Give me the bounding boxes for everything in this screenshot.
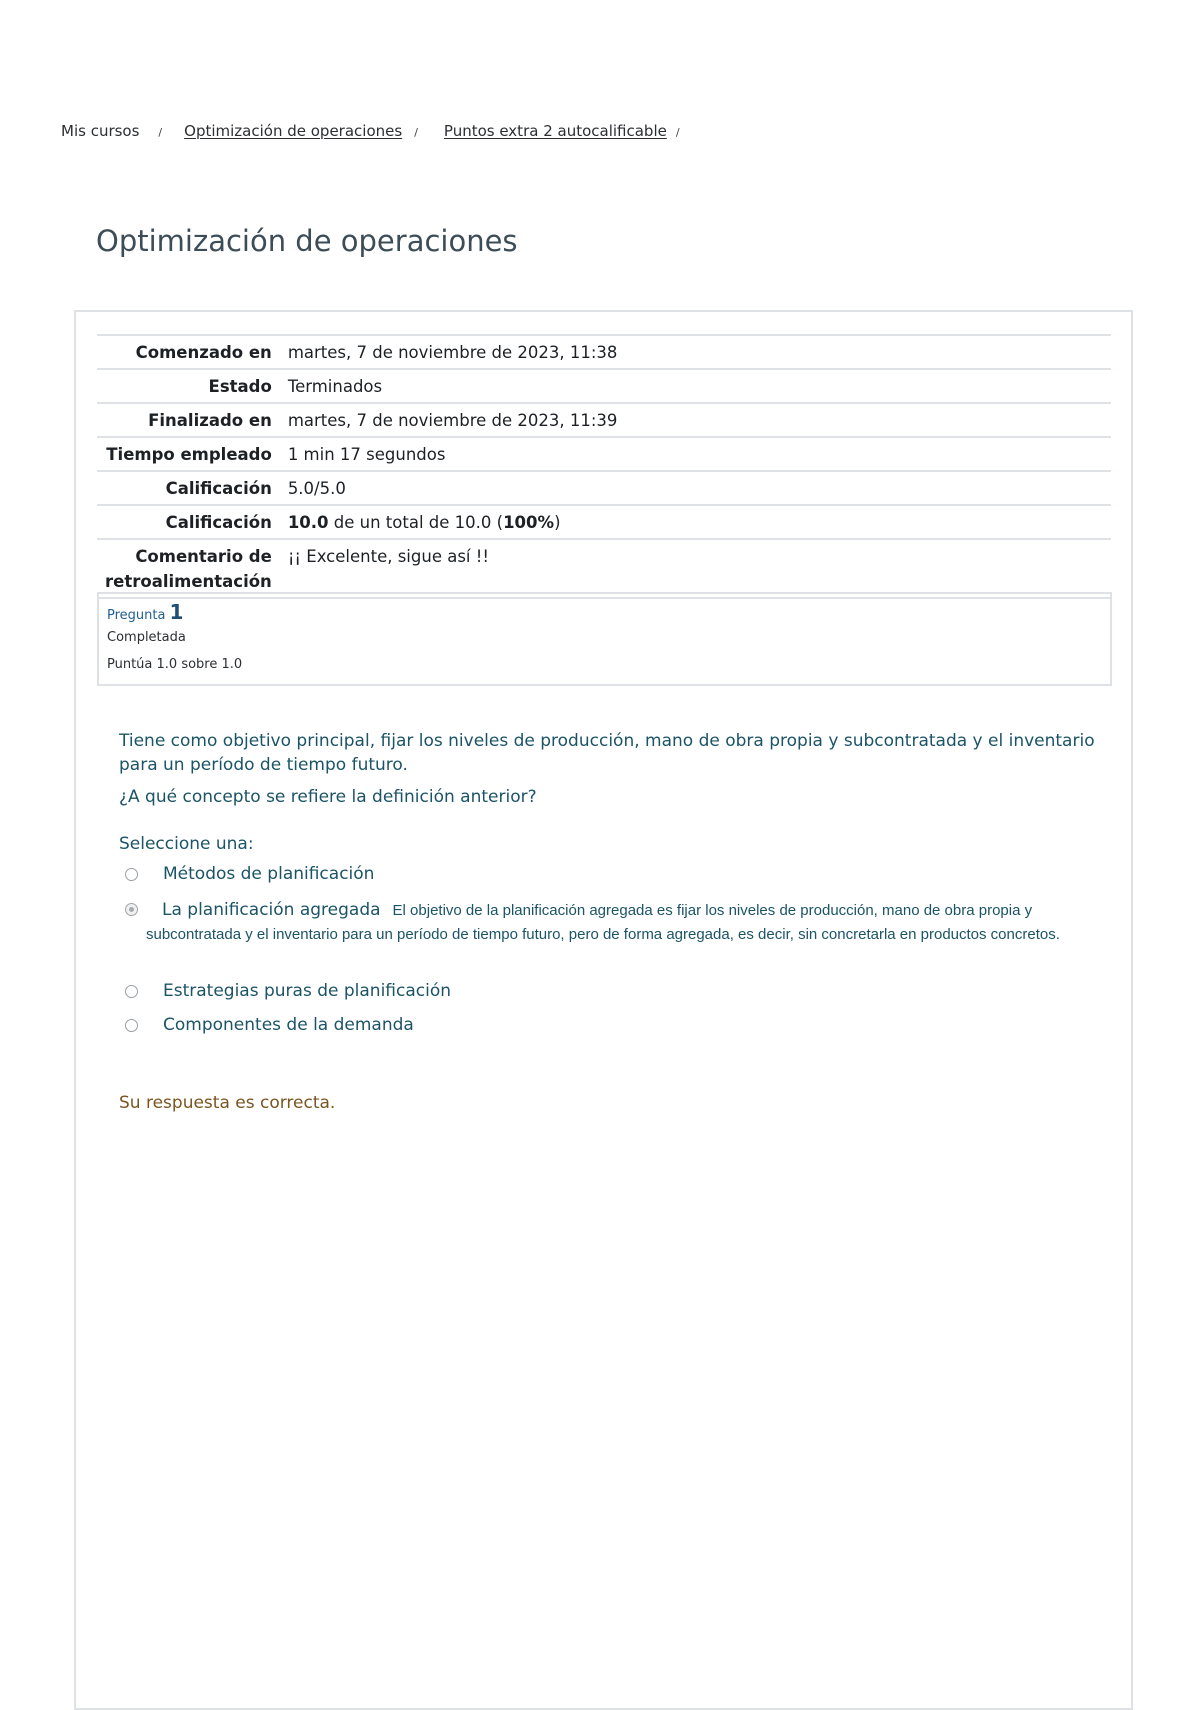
answer-option-label: Estrategias puras de planificación bbox=[163, 981, 452, 1001]
attempt-summary-table bbox=[97, 334, 1111, 599]
question-state: Completada bbox=[107, 630, 186, 645]
summary-value bbox=[280, 505, 1111, 539]
summary-row bbox=[97, 539, 1111, 598]
summary-row bbox=[97, 471, 1111, 505]
summary-value: martes, 7 de noviembre de 2023, 11:38 bbox=[280, 335, 1111, 369]
grade-points: 10.0 bbox=[287, 513, 329, 532]
summary-label: Calificación bbox=[97, 505, 280, 539]
answer-option-label: La planificación agregada bbox=[162, 900, 381, 920]
question-grade: Puntúa 1.0 sobre 1.0 bbox=[107, 657, 243, 672]
breadcrumb bbox=[61, 122, 680, 140]
summary-value: 5.0/5.0 bbox=[280, 471, 1111, 505]
answer-option-label: Componentes de la demanda bbox=[163, 1015, 414, 1035]
select-one-label: Seleccione una: bbox=[119, 834, 254, 854]
summary-label: Tiempo empleado bbox=[97, 437, 280, 471]
question-info-box bbox=[97, 592, 1112, 686]
breadcrumb-mis-cursos[interactable]: Mis cursos bbox=[61, 122, 140, 140]
question-text: Tiene como objetivo principal, fijar los niveles de producción, mano de obra propia y subcontratada y el inventario para un período de tiempo futuro. bbox=[119, 731, 1095, 775]
summary-value: martes, 7 de noviembre de 2023, 11:39 bbox=[280, 403, 1111, 437]
radio-unchecked-icon[interactable] bbox=[125, 985, 138, 998]
question-text-block bbox=[119, 729, 1104, 809]
summary-row bbox=[97, 505, 1111, 539]
breadcrumb-separator: / bbox=[675, 126, 680, 139]
summary-label: Finalizado en bbox=[97, 403, 280, 437]
breadcrumb-separator: / bbox=[158, 126, 163, 139]
summary-label: Estado bbox=[97, 369, 280, 403]
page-title: Optimización de operaciones bbox=[96, 224, 518, 258]
question-number bbox=[107, 600, 1102, 626]
summary-label: Comenzado en bbox=[97, 335, 280, 369]
summary-value: 1 min 17 segundos bbox=[280, 437, 1111, 471]
summary-value: Terminados bbox=[280, 369, 1111, 403]
summary-row bbox=[97, 369, 1111, 403]
answer-option-label: Métodos de planificación bbox=[163, 864, 375, 884]
grade-percent: 100% bbox=[503, 513, 555, 532]
answer-option[interactable] bbox=[125, 862, 1085, 886]
answer-option[interactable] bbox=[125, 1013, 1085, 1037]
summary-row bbox=[97, 403, 1111, 437]
summary-row bbox=[97, 437, 1111, 471]
question-number-value: 1 bbox=[169, 600, 184, 624]
breadcrumb-quiz-link[interactable]: Puntos extra 2 autocalificable bbox=[443, 122, 667, 140]
question-prompt: ¿A qué concepto se refiere la definición anterior? bbox=[119, 787, 537, 807]
summary-label: Calificación bbox=[97, 471, 280, 505]
answer-option[interactable] bbox=[125, 979, 1085, 1003]
question-label: Pregunta bbox=[107, 608, 166, 623]
radio-unchecked-icon[interactable] bbox=[125, 868, 138, 881]
answer-option-with-feedback bbox=[146, 898, 1086, 947]
grade-close: ) bbox=[554, 513, 561, 532]
answer-specific-feedback: El objetivo de la planificación agregada es fijar los niveles de producción, mano de obra propia y subcontratada y el inventario para un período de tiempo futuro, pero de forma agregada, es decir, sin concretarla en productos concretos. bbox=[146, 902, 1060, 943]
radio-checked-icon[interactable] bbox=[125, 903, 138, 916]
breadcrumb-course-link[interactable]: Optimización de operaciones bbox=[184, 122, 403, 140]
summary-value: ¡¡ Excelente, sigue así !! bbox=[280, 539, 1111, 598]
breadcrumb-separator: / bbox=[414, 126, 418, 139]
radio-unchecked-icon[interactable] bbox=[125, 1019, 138, 1032]
grade-total: de un total de 10.0 ( bbox=[328, 513, 504, 532]
summary-row bbox=[97, 335, 1111, 369]
summary-label: Comentario de retroalimentación bbox=[97, 539, 280, 598]
answer-result-feedback: Su respuesta es correcta. bbox=[119, 1093, 336, 1113]
